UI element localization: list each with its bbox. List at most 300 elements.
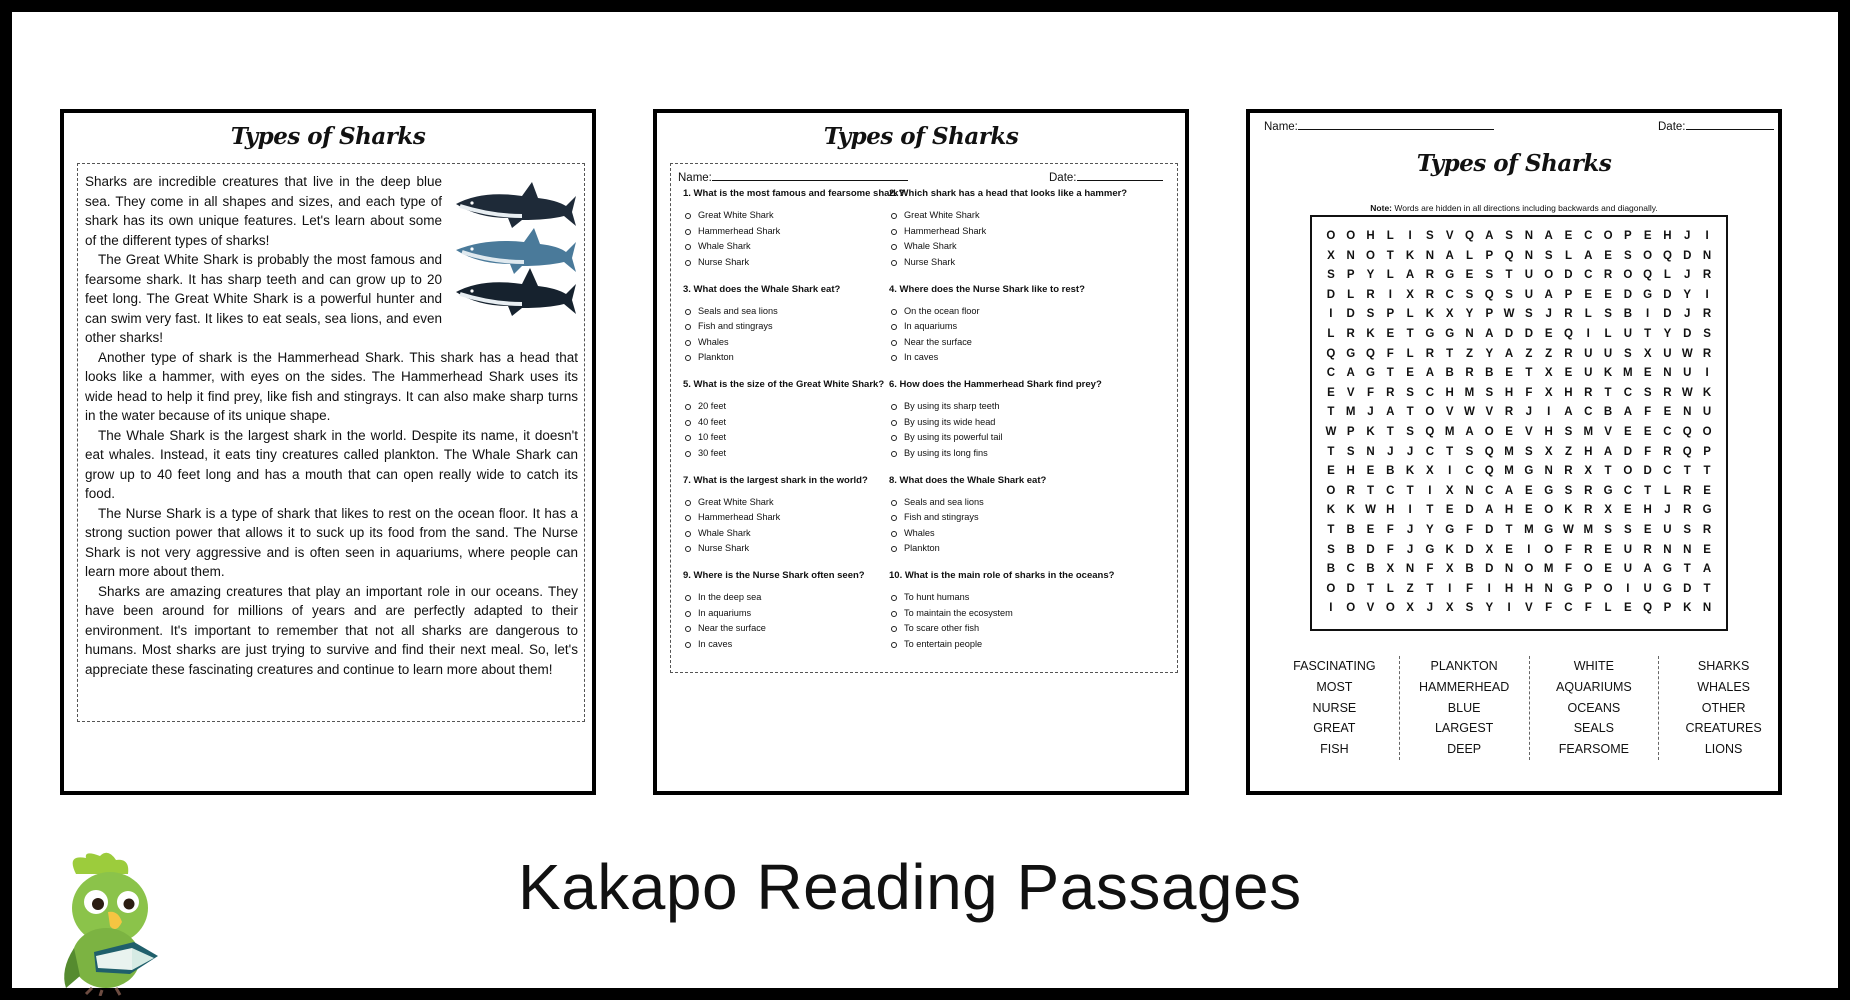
grid-letter[interactable]: P <box>1624 230 1632 242</box>
grid-letter[interactable]: E <box>1663 406 1672 419</box>
answer-option[interactable]: To hunt humans <box>889 590 1129 606</box>
answer-option[interactable]: Near the surface <box>889 335 1129 351</box>
grid-letter[interactable]: Q <box>1484 465 1494 478</box>
grid-letter[interactable]: L <box>1386 269 1394 282</box>
grid-letter[interactable]: C <box>1623 386 1632 399</box>
grid-letter[interactable]: X <box>1327 249 1335 262</box>
grid-letter[interactable]: D <box>1485 523 1494 536</box>
grid-letter[interactable]: O <box>1623 269 1633 282</box>
grid-letter[interactable]: A <box>1504 484 1514 497</box>
grid-letter[interactable]: V <box>1366 602 1375 615</box>
grid-letter[interactable]: B <box>1445 367 1454 380</box>
grid-letter[interactable]: D <box>1683 249 1692 262</box>
grid-letter[interactable]: A <box>1485 504 1494 517</box>
grid-letter[interactable]: C <box>1485 484 1494 497</box>
grid-letter[interactable]: Y <box>1683 288 1692 301</box>
grid-letter[interactable]: X <box>1445 308 1454 321</box>
grid-letter[interactable]: R <box>1366 288 1375 301</box>
grid-letter[interactable]: R <box>1702 269 1712 282</box>
grid-letter[interactable]: E <box>1386 327 1395 340</box>
grid-letter[interactable]: D <box>1366 543 1375 556</box>
answer-option[interactable]: Great White Shark <box>889 208 1129 224</box>
grid-letter[interactable]: Q <box>1662 249 1672 262</box>
answer-option[interactable]: Whales <box>889 526 1129 542</box>
grid-letter[interactable]: S <box>1683 523 1692 536</box>
grid-letter[interactable]: U <box>1524 288 1534 301</box>
grid-letter[interactable]: X <box>1604 504 1612 517</box>
grid-letter[interactable]: R <box>1425 269 1435 282</box>
grid-letter[interactable]: H <box>1663 230 1672 242</box>
grid-letter[interactable]: C <box>1346 563 1355 576</box>
grid-letter[interactable]: N <box>1702 602 1712 615</box>
grid-letter[interactable]: N <box>1544 465 1553 478</box>
grid-letter[interactable]: X <box>1406 288 1414 301</box>
grid-letter[interactable]: L <box>1386 230 1394 242</box>
answer-option[interactable]: Hammerhead Shark <box>889 224 1129 240</box>
grid-letter[interactable]: J <box>1684 308 1691 321</box>
grid-letter[interactable]: R <box>1346 327 1355 340</box>
grid-letter[interactable]: E <box>1643 425 1652 438</box>
grid-letter[interactable]: V <box>1346 386 1355 399</box>
grid-letter[interactable]: D <box>1326 288 1336 301</box>
grid-letter[interactable]: T <box>1426 504 1434 517</box>
grid-letter[interactable]: A <box>1346 367 1355 380</box>
answer-option[interactable]: To maintain the ecosystem <box>889 606 1129 622</box>
grid-letter[interactable]: B <box>1465 563 1474 576</box>
answer-option[interactable]: By using its sharp teeth <box>889 399 1129 415</box>
grid-letter[interactable]: B <box>1485 367 1494 380</box>
grid-letter[interactable]: Q <box>1643 602 1653 615</box>
grid-letter[interactable]: E <box>1624 504 1632 517</box>
grid-letter[interactable]: G <box>1544 523 1554 536</box>
answer-option[interactable]: On the ocean floor <box>889 304 1129 320</box>
grid-letter[interactable]: V <box>1604 425 1612 438</box>
grid-letter[interactable]: H <box>1504 582 1514 595</box>
answer-option[interactable]: In caves <box>889 350 1129 366</box>
grid-letter[interactable]: T <box>1644 327 1652 340</box>
grid-letter[interactable]: G <box>1425 327 1435 340</box>
grid-letter[interactable]: E <box>1564 367 1573 380</box>
grid-letter[interactable]: Q <box>1366 347 1375 360</box>
grid-letter[interactable]: T <box>1446 445 1454 458</box>
answer-option[interactable]: Seals and sea lions <box>683 304 923 320</box>
grid-letter[interactable]: Z <box>1406 582 1414 595</box>
grid-letter[interactable]: R <box>1702 523 1712 536</box>
grid-letter[interactable]: K <box>1702 386 1712 399</box>
answer-option[interactable]: Whale Shark <box>683 239 923 255</box>
grid-letter[interactable]: V <box>1445 230 1454 242</box>
grid-letter[interactable]: A <box>1584 249 1593 262</box>
grid-letter[interactable]: O <box>1425 406 1435 419</box>
grid-letter[interactable]: E <box>1366 523 1375 536</box>
grid-letter[interactable]: C <box>1386 484 1395 497</box>
grid-letter[interactable]: T <box>1406 484 1414 497</box>
grid-letter[interactable]: U <box>1603 347 1613 360</box>
grid-letter[interactable]: B <box>1326 563 1336 576</box>
grid-letter[interactable]: M <box>1524 523 1534 536</box>
grid-letter[interactable]: S <box>1465 445 1474 458</box>
grid-letter[interactable]: U <box>1584 347 1593 360</box>
grid-letter[interactable]: T <box>1386 249 1394 262</box>
grid-letter[interactable]: C <box>1623 484 1632 497</box>
grid-letter[interactable]: U <box>1663 523 1672 536</box>
grid-letter[interactable]: W <box>1681 386 1693 399</box>
grid-letter[interactable]: I <box>1329 308 1333 321</box>
grid-letter[interactable]: Q <box>1682 445 1692 458</box>
grid-letter[interactable]: S <box>1624 347 1632 360</box>
grid-letter[interactable]: U <box>1623 543 1632 556</box>
grid-letter[interactable]: E <box>1604 249 1612 262</box>
grid-letter[interactable]: D <box>1663 308 1672 321</box>
grid-letter[interactable]: F <box>1564 563 1572 576</box>
grid-letter[interactable]: H <box>1564 386 1573 399</box>
grid-letter[interactable]: R <box>1386 386 1395 399</box>
grid-letter[interactable]: X <box>1544 367 1553 380</box>
grid-letter[interactable]: J <box>1387 445 1394 458</box>
grid-letter[interactable]: E <box>1604 563 1612 576</box>
answer-option[interactable]: Nurse Shark <box>683 541 923 557</box>
grid-letter[interactable]: N <box>1663 367 1672 380</box>
answer-option[interactable]: 10 feet <box>683 430 923 446</box>
grid-letter[interactable]: T <box>1525 367 1533 380</box>
grid-letter[interactable]: O <box>1544 504 1554 517</box>
grid-letter[interactable]: G <box>1524 465 1534 478</box>
grid-letter[interactable]: E <box>1604 288 1612 301</box>
grid-letter[interactable]: S <box>1366 308 1375 321</box>
grid-letter[interactable]: E <box>1327 386 1335 399</box>
grid-letter[interactable]: E <box>1703 543 1711 556</box>
grid-letter[interactable]: K <box>1405 249 1415 262</box>
answer-option[interactable]: Whales <box>683 335 923 351</box>
grid-letter[interactable]: E <box>1604 543 1612 556</box>
grid-letter[interactable]: M <box>1504 445 1514 458</box>
grid-letter[interactable]: P <box>1346 269 1355 282</box>
grid-letter[interactable]: O <box>1326 484 1336 497</box>
grid-letter[interactable]: R <box>1425 347 1435 360</box>
grid-letter[interactable]: O <box>1385 602 1395 615</box>
grid-letter[interactable]: L <box>1465 249 1473 262</box>
grid-letter[interactable]: T <box>1683 465 1691 478</box>
grid-letter[interactable]: K <box>1366 425 1375 438</box>
grid-letter[interactable]: I <box>1388 288 1392 301</box>
grid-letter[interactable]: I <box>1547 406 1551 419</box>
grid-letter[interactable]: J <box>1684 269 1691 282</box>
grid-letter[interactable]: R <box>1683 504 1692 517</box>
answer-option[interactable]: To scare other fish <box>889 621 1129 637</box>
grid-letter[interactable]: S <box>1643 386 1652 399</box>
grid-letter[interactable]: S <box>1703 327 1711 340</box>
grid-letter[interactable]: N <box>1702 249 1712 262</box>
grid-letter[interactable]: P <box>1703 445 1711 458</box>
grid-letter[interactable]: J <box>1426 602 1434 615</box>
grid-letter[interactable]: C <box>1663 425 1672 438</box>
grid-letter[interactable]: O <box>1623 465 1633 478</box>
grid-letter[interactable]: R <box>1584 504 1593 517</box>
grid-letter[interactable]: F <box>1584 602 1592 615</box>
grid-letter[interactable]: D <box>1683 582 1692 595</box>
grid-letter[interactable]: E <box>1643 230 1652 242</box>
grid-letter[interactable]: O <box>1326 582 1336 595</box>
grid-letter[interactable]: L <box>1347 288 1355 301</box>
grid-letter[interactable]: F <box>1465 523 1473 536</box>
grid-letter[interactable]: I <box>1646 308 1650 321</box>
grid-letter[interactable]: G <box>1563 582 1573 595</box>
grid-letter[interactable]: N <box>1366 445 1375 458</box>
grid-letter[interactable]: S <box>1327 269 1335 282</box>
grid-letter[interactable]: H <box>1504 504 1514 517</box>
grid-letter[interactable]: P <box>1485 249 1494 262</box>
grid-letter[interactable]: T <box>1703 465 1711 478</box>
grid-letter[interactable]: I <box>1626 582 1630 595</box>
grid-letter[interactable]: E <box>1643 367 1652 380</box>
grid-letter[interactable]: I <box>1527 543 1531 556</box>
grid-letter[interactable]: S <box>1406 425 1414 438</box>
grid-letter[interactable]: S <box>1485 269 1494 282</box>
grid-letter[interactable]: T <box>1327 523 1335 536</box>
grid-letter[interactable]: P <box>1564 288 1573 301</box>
grid-letter[interactable]: S <box>1505 230 1513 242</box>
grid-letter[interactable]: K <box>1425 308 1435 321</box>
grid-letter[interactable]: X <box>1445 602 1454 615</box>
grid-letter[interactable]: O <box>1643 249 1653 262</box>
grid-letter[interactable]: G <box>1643 288 1653 301</box>
grid-letter[interactable]: T <box>1703 582 1711 595</box>
grid-letter[interactable]: N <box>1405 563 1415 576</box>
grid-letter[interactable]: T <box>1644 484 1652 497</box>
grid-letter[interactable]: C <box>1425 445 1435 458</box>
grid-letter[interactable]: D <box>1465 504 1474 517</box>
grid-letter[interactable]: D <box>1623 445 1632 458</box>
grid-letter[interactable]: X <box>1544 386 1553 399</box>
grid-letter[interactable]: U <box>1623 563 1632 576</box>
grid-letter[interactable]: T <box>1366 582 1374 595</box>
grid-letter[interactable]: F <box>1386 347 1394 360</box>
grid-letter[interactable]: Q <box>1425 425 1435 438</box>
grid-letter[interactable]: R <box>1504 406 1514 419</box>
grid-letter[interactable]: E <box>1624 602 1632 615</box>
grid-letter[interactable]: R <box>1603 269 1613 282</box>
grid-letter[interactable]: Q <box>1682 425 1692 438</box>
grid-letter[interactable]: T <box>1505 269 1513 282</box>
grid-letter[interactable]: U <box>1702 406 1712 419</box>
grid-letter[interactable]: F <box>1386 543 1394 556</box>
grid-letter[interactable]: H <box>1386 504 1395 517</box>
answer-option[interactable]: Nurse Shark <box>889 255 1129 271</box>
answer-option[interactable]: In caves <box>683 637 923 653</box>
grid-letter[interactable]: O <box>1524 563 1534 576</box>
grid-letter[interactable]: S <box>1564 484 1573 497</box>
grid-letter[interactable]: K <box>1405 465 1415 478</box>
grid-letter[interactable]: T <box>1505 523 1513 536</box>
grid-letter[interactable]: A <box>1445 249 1454 262</box>
grid-letter[interactable]: T <box>1327 445 1335 458</box>
grid-letter[interactable]: X <box>1485 543 1494 556</box>
answer-option[interactable]: Plankton <box>889 541 1129 557</box>
grid-letter[interactable]: J <box>1367 406 1374 419</box>
grid-letter[interactable]: E <box>1584 288 1593 301</box>
grid-letter[interactable]: I <box>1448 465 1452 478</box>
answer-option[interactable]: Great White Shark <box>683 495 923 511</box>
grid-letter[interactable]: N <box>1425 249 1435 262</box>
grid-letter[interactable]: U <box>1623 327 1632 340</box>
grid-letter[interactable]: B <box>1603 406 1613 419</box>
grid-letter[interactable]: R <box>1584 386 1593 399</box>
grid-letter[interactable]: W <box>1681 347 1693 360</box>
grid-letter[interactable]: D <box>1623 288 1632 301</box>
grid-letter[interactable]: Z <box>1545 347 1553 360</box>
grid-letter[interactable]: H <box>1524 582 1534 595</box>
grid-letter[interactable]: D <box>1485 563 1494 576</box>
grid-letter[interactable]: C <box>1425 386 1435 399</box>
grid-letter[interactable]: G <box>1366 367 1375 380</box>
grid-letter[interactable]: O <box>1544 543 1554 556</box>
grid-letter[interactable]: U <box>1643 582 1652 595</box>
grid-letter[interactable]: U <box>1584 367 1593 380</box>
grid-letter[interactable]: R <box>1425 288 1435 301</box>
grid-letter[interactable]: L <box>1386 582 1394 595</box>
grid-letter[interactable]: L <box>1663 484 1671 497</box>
grid-letter[interactable]: O <box>1702 425 1712 438</box>
grid-letter[interactable]: S <box>1544 249 1553 262</box>
grid-letter[interactable]: S <box>1406 386 1414 399</box>
answer-option[interactable]: 30 feet <box>683 446 923 462</box>
grid-letter[interactable]: X <box>1426 465 1434 478</box>
grid-letter[interactable]: H <box>1544 425 1553 438</box>
answer-option[interactable]: In aquariums <box>683 606 923 622</box>
answer-option[interactable]: In the deep sea <box>683 590 923 606</box>
answer-option[interactable]: Near the surface <box>683 621 923 637</box>
grid-letter[interactable]: W <box>1464 406 1475 419</box>
grid-letter[interactable]: T <box>1406 406 1414 419</box>
grid-letter[interactable]: Z <box>1465 347 1473 360</box>
grid-letter[interactable]: M <box>1504 465 1514 478</box>
grid-letter[interactable]: S <box>1426 230 1434 242</box>
grid-letter[interactable]: A <box>1643 563 1652 576</box>
answer-option[interactable]: Whale Shark <box>683 526 923 542</box>
grid-letter[interactable]: T <box>1604 465 1612 478</box>
grid-letter[interactable]: T <box>1386 367 1394 380</box>
grid-letter[interactable]: S <box>1624 249 1632 262</box>
grid-letter[interactable]: N <box>1524 230 1534 242</box>
grid-letter[interactable]: Z <box>1525 347 1533 360</box>
grid-letter[interactable]: S <box>1525 445 1533 458</box>
grid-letter[interactable]: Q <box>1484 445 1494 458</box>
grid-letter[interactable]: T <box>1327 406 1335 419</box>
grid-letter[interactable]: D <box>1663 288 1672 301</box>
answer-option[interactable]: Plankton <box>683 350 923 366</box>
grid-letter[interactable]: C <box>1465 465 1474 478</box>
grid-letter[interactable]: H <box>1445 386 1454 399</box>
grid-letter[interactable]: N <box>1504 563 1514 576</box>
grid-letter[interactable]: S <box>1465 288 1474 301</box>
grid-letter[interactable]: S <box>1604 523 1612 536</box>
grid-letter[interactable]: N <box>1524 249 1534 262</box>
grid-letter[interactable]: E <box>1703 484 1711 497</box>
grid-letter[interactable]: H <box>1584 445 1593 458</box>
grid-letter[interactable]: N <box>1346 249 1355 262</box>
grid-letter[interactable]: G <box>1662 582 1672 595</box>
grid-letter[interactable]: P <box>1584 582 1593 595</box>
grid-letter[interactable]: M <box>1345 406 1356 419</box>
grid-letter[interactable]: L <box>1663 269 1671 282</box>
grid-letter[interactable]: G <box>1544 484 1554 497</box>
grid-letter[interactable]: M <box>1583 425 1594 438</box>
grid-letter[interactable]: K <box>1346 504 1355 517</box>
grid-letter[interactable]: B <box>1366 563 1375 576</box>
grid-letter[interactable]: P <box>1663 602 1672 615</box>
grid-letter[interactable]: K <box>1326 504 1336 517</box>
grid-letter[interactable]: A <box>1564 406 1573 419</box>
grid-letter[interactable]: Q <box>1484 288 1494 301</box>
grid-letter[interactable]: Y <box>1485 602 1494 615</box>
grid-letter[interactable]: E <box>1544 327 1553 340</box>
grid-letter[interactable]: R <box>1702 347 1712 360</box>
grid-letter[interactable]: M <box>1583 523 1594 536</box>
grid-letter[interactable]: S <box>1525 308 1533 321</box>
grid-letter[interactable]: N <box>1683 406 1692 419</box>
answer-option[interactable]: By using its wide head <box>889 415 1129 431</box>
grid-letter[interactable]: R <box>1683 484 1692 497</box>
grid-letter[interactable]: G <box>1445 269 1455 282</box>
grid-letter[interactable]: S <box>1346 445 1355 458</box>
grid-letter[interactable]: L <box>1584 308 1592 321</box>
grid-letter[interactable]: L <box>1564 249 1572 262</box>
grid-letter[interactable]: B <box>1386 465 1395 478</box>
grid-letter[interactable]: Q <box>1326 347 1336 360</box>
grid-letter[interactable]: H <box>1366 230 1375 242</box>
grid-letter[interactable]: A <box>1702 563 1712 576</box>
grid-letter[interactable]: P <box>1485 308 1494 321</box>
grid-letter[interactable]: A <box>1623 406 1632 419</box>
grid-letter[interactable]: T <box>1386 425 1394 438</box>
answer-option[interactable]: By using its long fins <box>889 446 1129 462</box>
grid-letter[interactable]: O <box>1346 230 1356 242</box>
answer-option[interactable]: Whale Shark <box>889 239 1129 255</box>
grid-letter[interactable]: D <box>1346 308 1355 321</box>
grid-letter[interactable]: Q <box>1563 327 1573 340</box>
grid-letter[interactable]: W <box>1503 308 1515 321</box>
grid-letter[interactable]: A <box>1386 406 1395 419</box>
grid-letter[interactable]: S <box>1505 288 1513 301</box>
grid-letter[interactable]: Y <box>1465 308 1474 321</box>
grid-letter[interactable]: I <box>1408 504 1412 517</box>
grid-letter[interactable]: U <box>1683 367 1692 380</box>
grid-letter[interactable]: A <box>1544 288 1553 301</box>
grid-letter[interactable]: A <box>1405 269 1415 282</box>
grid-letter[interactable]: O <box>1603 582 1613 595</box>
grid-letter[interactable]: T <box>1406 327 1414 340</box>
grid-letter[interactable]: J <box>1664 504 1671 517</box>
grid-letter[interactable]: S <box>1564 425 1573 438</box>
grid-letter[interactable]: E <box>1505 543 1513 556</box>
grid-letter[interactable]: O <box>1603 230 1613 242</box>
grid-letter[interactable]: E <box>1643 523 1652 536</box>
grid-letter[interactable]: L <box>1406 308 1414 321</box>
grid-letter[interactable]: G <box>1346 347 1356 360</box>
grid-letter[interactable]: I <box>1586 327 1590 340</box>
grid-letter[interactable]: H <box>1504 386 1514 399</box>
grid-letter[interactable]: O <box>1326 230 1336 242</box>
grid-letter[interactable]: J <box>1406 543 1414 556</box>
grid-letter[interactable]: I <box>1705 367 1709 380</box>
grid-letter[interactable]: D <box>1643 465 1652 478</box>
grid-letter[interactable]: X <box>1643 347 1652 360</box>
grid-letter[interactable]: M <box>1444 425 1455 438</box>
grid-letter[interactable]: F <box>1386 523 1394 536</box>
grid-letter[interactable]: A <box>1465 425 1474 438</box>
grid-letter[interactable]: Y <box>1426 523 1434 536</box>
grid-letter[interactable]: O <box>1583 563 1593 576</box>
